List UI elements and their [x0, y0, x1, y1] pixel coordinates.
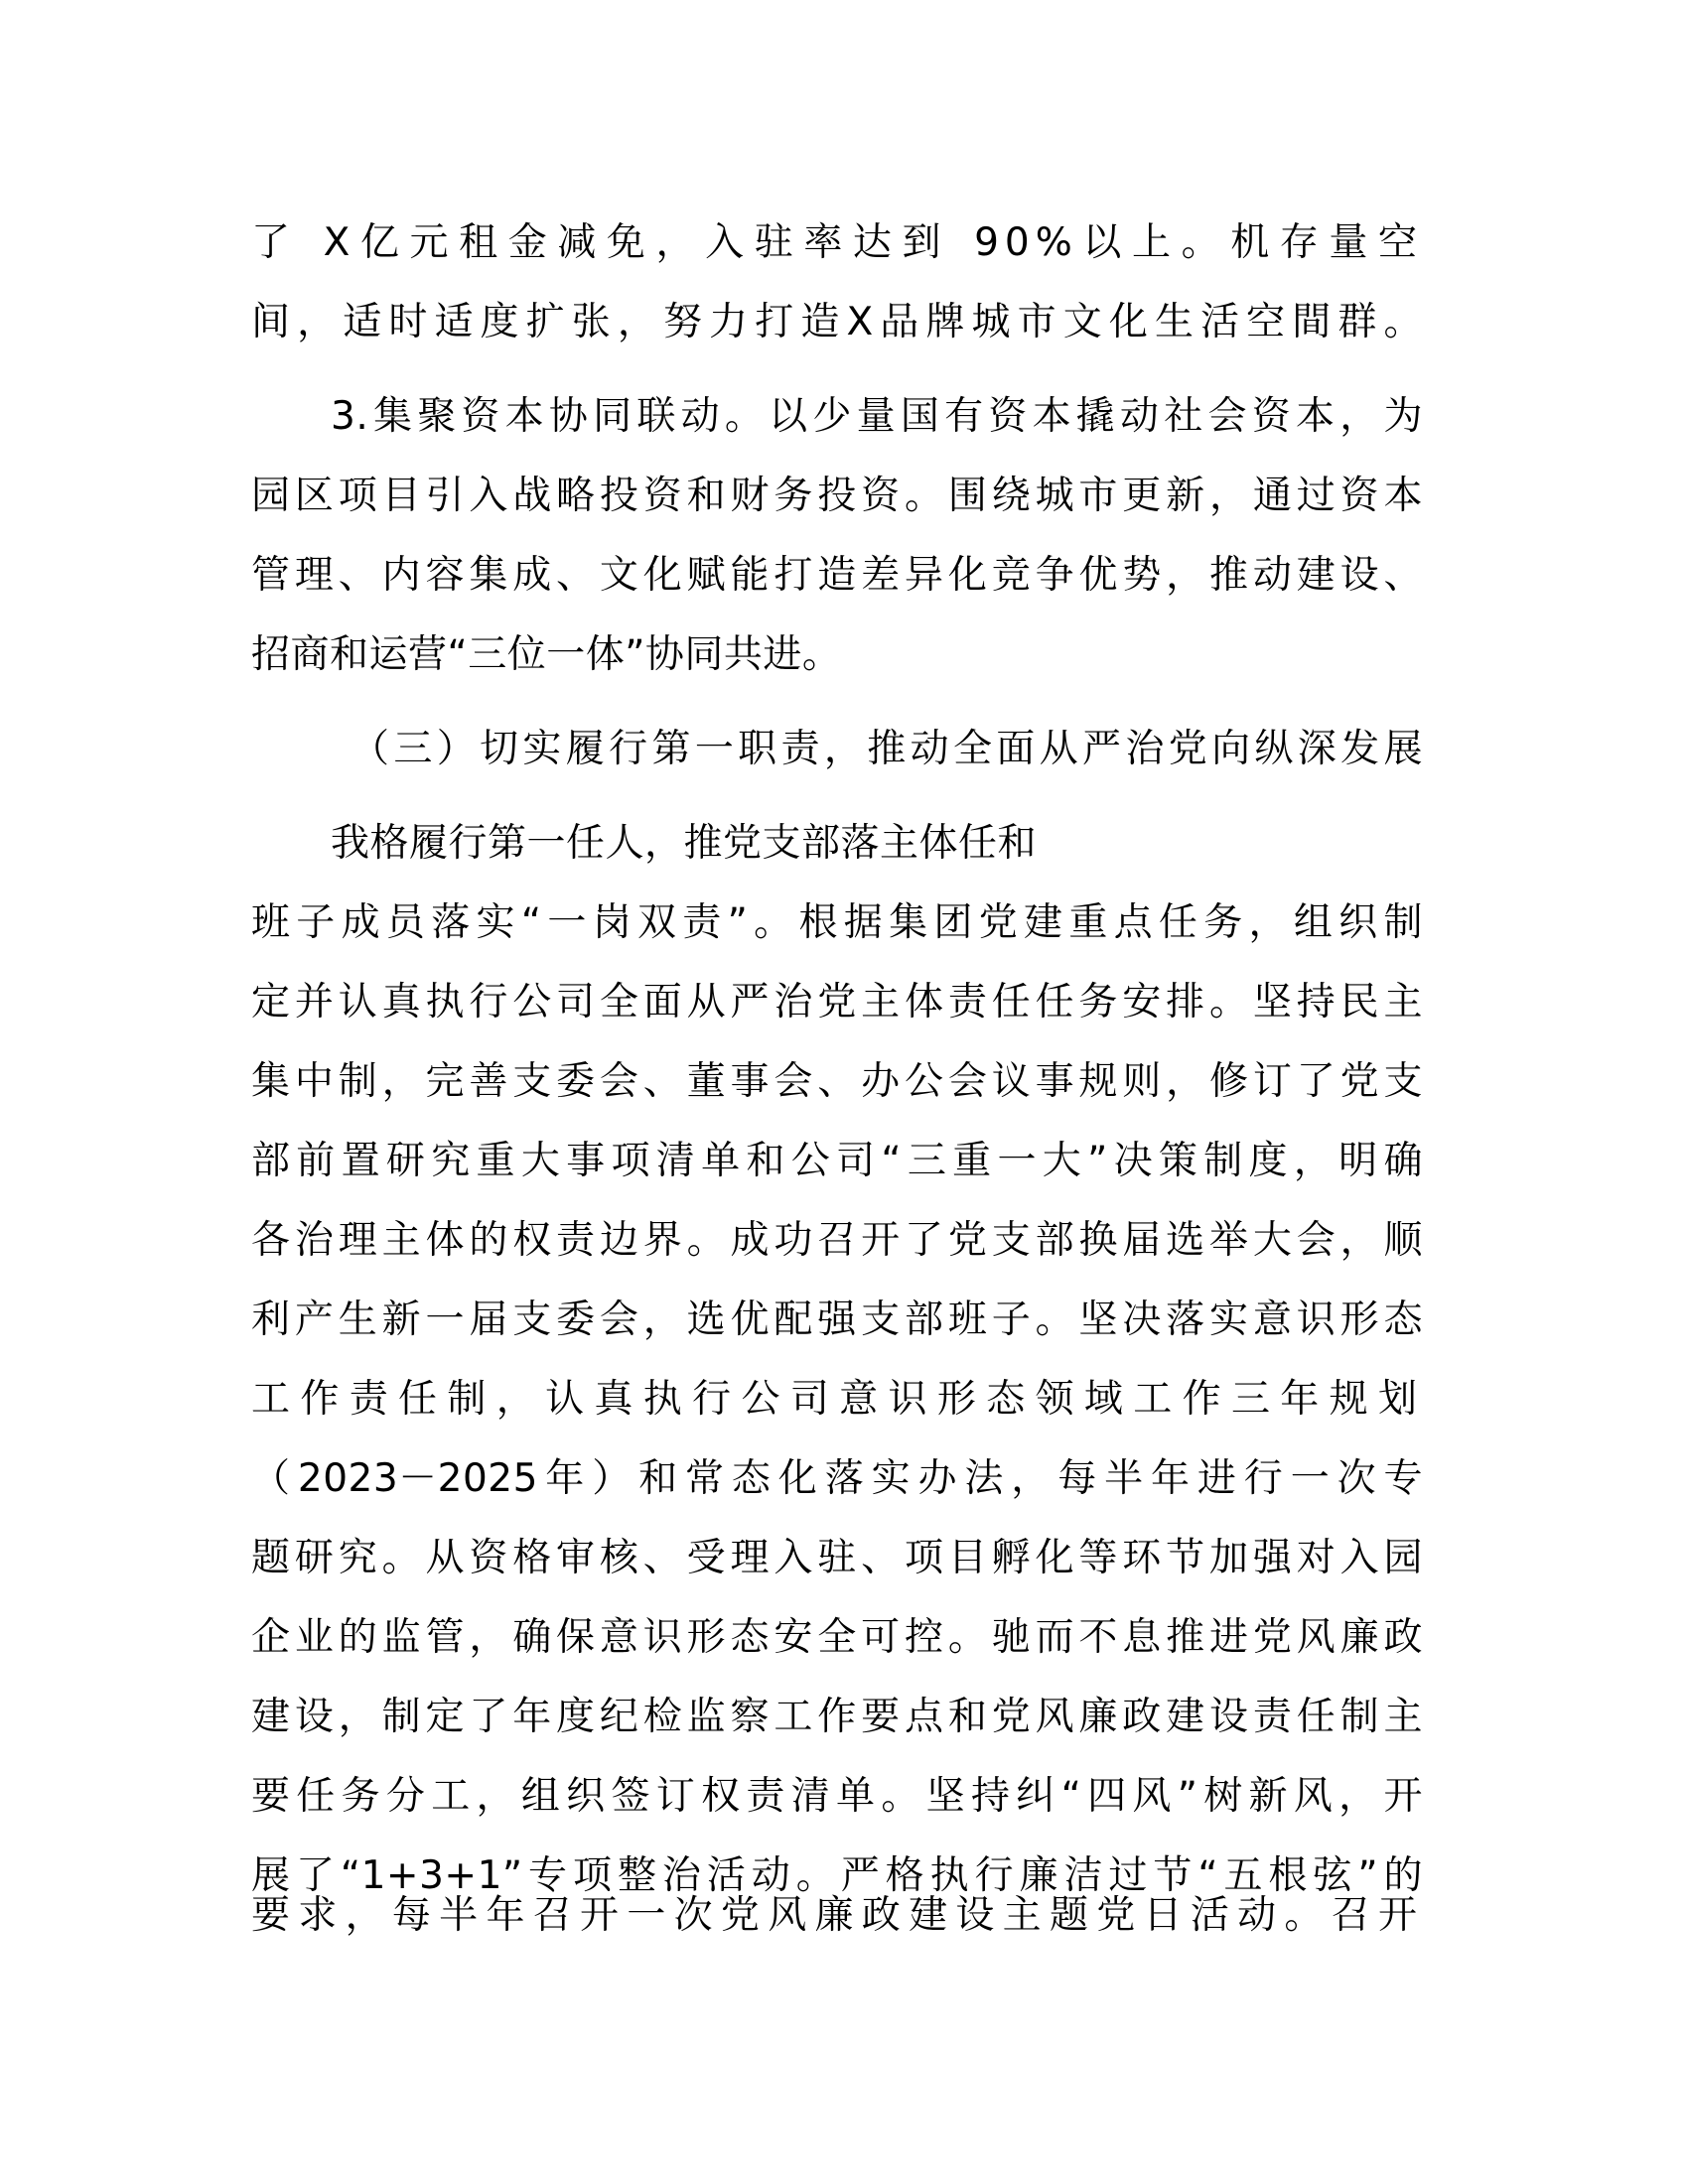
- paragraph-line: 部前置研究重大事项清单和公司“三重一大”决策制度，明确: [251, 1139, 1423, 1183]
- section-heading: （三）切实履行第一职责，推动全面从严治党向纵深发展: [351, 727, 1423, 771]
- paragraph-line: 园区项目引入战略投资和财务投资。围绕城市更新，通过资本: [251, 474, 1423, 518]
- paragraph-line: 利产生新一届支委会，选优配强支部班子。坚决落实意识形态: [251, 1297, 1423, 1342]
- paragraph-line: 我格履行第一任人，推党支部落主体任和: [331, 821, 1038, 866]
- paragraph-line: 招商和运营“三位一体”协同共进。: [251, 632, 842, 677]
- paragraph-line: 间，适时适度扩张，努力打造X品牌城市文化生活空間群。: [251, 300, 1423, 344]
- paragraph-line: 要任务分工，组织签订权责清单。坚持纠“四风”树新风，开: [251, 1774, 1423, 1819]
- paragraph-line: 要求，每半年召开一次党风廉政建设主题党日活动。召开: [251, 1893, 1423, 1938]
- paragraph-line: 集中制，完善支委会、董事会、办公会议事规则，修订了党支: [251, 1059, 1423, 1104]
- paragraph-line: 工作责任制，认真执行公司意识形态领域工作三年规划: [251, 1377, 1423, 1422]
- paragraph-line: 管理、内容集成、文化赋能打造差异化竞争优势，推动建设、: [251, 553, 1423, 598]
- paragraph-line: 各治理主体的权责边界。成功召开了党支部换届选举大会，顺: [251, 1218, 1423, 1263]
- paragraph-line: 班子成员落实“一岗双责”。根据集团党建重点任务，组织制: [251, 900, 1423, 945]
- paragraph-line: 题研究。从资格审核、受理入驻、项目孵化等环节加强对入园: [251, 1536, 1423, 1580]
- paragraph-line: 建设，制定了年度纪检监察工作要点和党风廉政建设责任制主: [251, 1695, 1423, 1739]
- paragraph-line: 3.集聚资本协同联动。以少量国有资本撬动社会资本，为: [331, 394, 1423, 439]
- paragraph-line: （2023－2025年）和常态化落实办法，每半年进行一次专: [251, 1456, 1423, 1501]
- paragraph-line: 了 X亿元租金减免，入驻率达到 90%以上。机存量空: [251, 220, 1423, 265]
- paragraph-line: 企业的监管，确保意识形态安全可控。驰而不息推进党风廉政: [251, 1615, 1423, 1660]
- paragraph-line: 定并认真执行公司全面从严治党主体责任任务安排。坚持民主: [251, 980, 1423, 1024]
- paragraph-line: 展了“1+3+1”专项整治活动。严格执行廉洁过节“五根弦”的: [251, 1853, 1423, 1898]
